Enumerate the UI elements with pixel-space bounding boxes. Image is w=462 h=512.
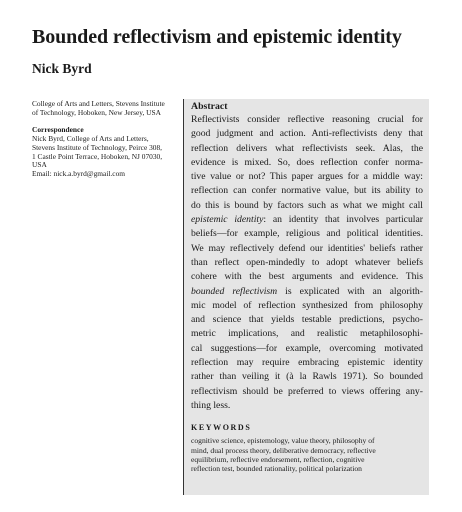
abstract-line: [191, 270, 423, 284]
keywords-line: cognitive science, epistemology, value theory, philosophy of: [191, 436, 375, 446]
keywords-line: equilibrium, reflective endorsement, reflection, cognitive: [191, 454, 365, 464]
abstract-run: beliefs—for example, religious and political identities.: [191, 228, 423, 240]
keywords-list: [191, 436, 423, 473]
abstract-run: We may reflectively defend our identities' beliefs rather: [191, 242, 423, 254]
affiliation-line: of Technology, Hoboken, New Jersey, USA: [32, 107, 161, 117]
abstract-text: [191, 113, 423, 413]
abstract-run: metric implications, and realistic metaphilosophi-: [191, 328, 423, 340]
correspondence-email: Email: nick.a.byrd@gmail.com: [32, 169, 126, 179]
abstract-run: rather than veiling it (à la Rawls 1971). So bounded: [191, 371, 423, 383]
abstract-line: [191, 327, 423, 341]
abstract-line: [191, 199, 423, 213]
abstract-line: [191, 285, 423, 299]
abstract-line: [191, 156, 423, 170]
abstract-run: cohere with the best arguments and evidence. This: [191, 271, 423, 283]
abstract-run: reflection can confer normative value, but its ability to: [191, 185, 423, 197]
correspondence-details: [32, 135, 180, 180]
abstract-line: [191, 385, 423, 399]
abstract-run: : an identity that involves particular: [263, 214, 424, 226]
correspondence-line: USA: [32, 160, 47, 170]
correspondence-line: Stevens Institute of Technology, Peirce 308,: [32, 142, 163, 152]
abstract-line: [191, 213, 423, 227]
abstract-line: [191, 299, 423, 313]
abstract-line: [191, 227, 423, 241]
abstract-run: and science that yields testable predictions, psycho-: [191, 314, 423, 326]
correspondence-line: Nick Byrd, College of Arts and Letters,: [32, 133, 149, 143]
keywords-line: mind, dual process theory, deliberative democracy, reflective: [191, 445, 376, 455]
abstract-emphasis: bounded reflectivism: [191, 285, 278, 297]
abstract-run: reflection delivers what reflectivists seek. Alas, the: [191, 142, 423, 154]
affiliation: [32, 100, 180, 118]
abstract-run: do this is bound by factors such as what we might call: [191, 199, 423, 211]
abstract-panel: [183, 99, 429, 495]
affiliation-block: [32, 100, 180, 179]
abstract-run: Reflectivists consider reflective reasoning crucial for: [191, 114, 423, 125]
abstract-run: mic model of reflection synthesized from philosophy: [191, 299, 423, 311]
abstract-run: evidence is mixed. So, does reflection confer norma-: [191, 156, 423, 168]
abstract-run: reflectivism should be preferred to views offering any-: [191, 385, 423, 397]
abstract-line: [191, 313, 423, 327]
abstract-line: [191, 142, 423, 156]
abstract-emphasis: epistemic identity: [191, 214, 264, 226]
abstract-run: tive value or not? This paper argues for a middle way:: [191, 171, 423, 183]
correspondence-line: 1 Castle Point Terrace, Hoboken, NJ 07030,: [32, 151, 163, 161]
abstract-line: [191, 370, 423, 384]
abstract-line: [191, 356, 423, 370]
correspondence-heading: Correspondence: [32, 124, 84, 134]
abstract-run: reflection may require embracing epistemic identity: [191, 357, 423, 369]
abstract-line: [191, 342, 423, 356]
abstract-line: [191, 170, 423, 184]
abstract-line: [191, 127, 423, 141]
paper-title: Bounded reflectivism and epistemic identity: [32, 26, 402, 49]
abstract-line: [191, 184, 423, 198]
abstract-line: [191, 113, 423, 127]
abstract-run: than reflect open-mindedly to adopt whatever beliefs: [191, 256, 423, 268]
abstract-run: good judgment and action. Anti-reflectivists deny that: [191, 128, 423, 140]
author-name: Nick Byrd: [32, 61, 92, 76]
abstract-line: [191, 399, 423, 413]
abstract-line: [191, 242, 423, 256]
keywords-line: reflection test, bounded rationality, political polarization: [191, 464, 362, 474]
affiliation-line: College of Arts and Letters, Stevens Institute: [32, 99, 165, 108]
keywords-heading: KEYWORDS: [191, 423, 252, 433]
abstract-run: cal suggestions—for example, overcoming motivated: [191, 342, 423, 354]
abstract-run: is explicated with an algorith-: [277, 285, 423, 297]
abstract-line: [191, 256, 423, 270]
abstract-heading: Abstract: [191, 101, 228, 112]
abstract-run: thing less.: [191, 399, 231, 411]
